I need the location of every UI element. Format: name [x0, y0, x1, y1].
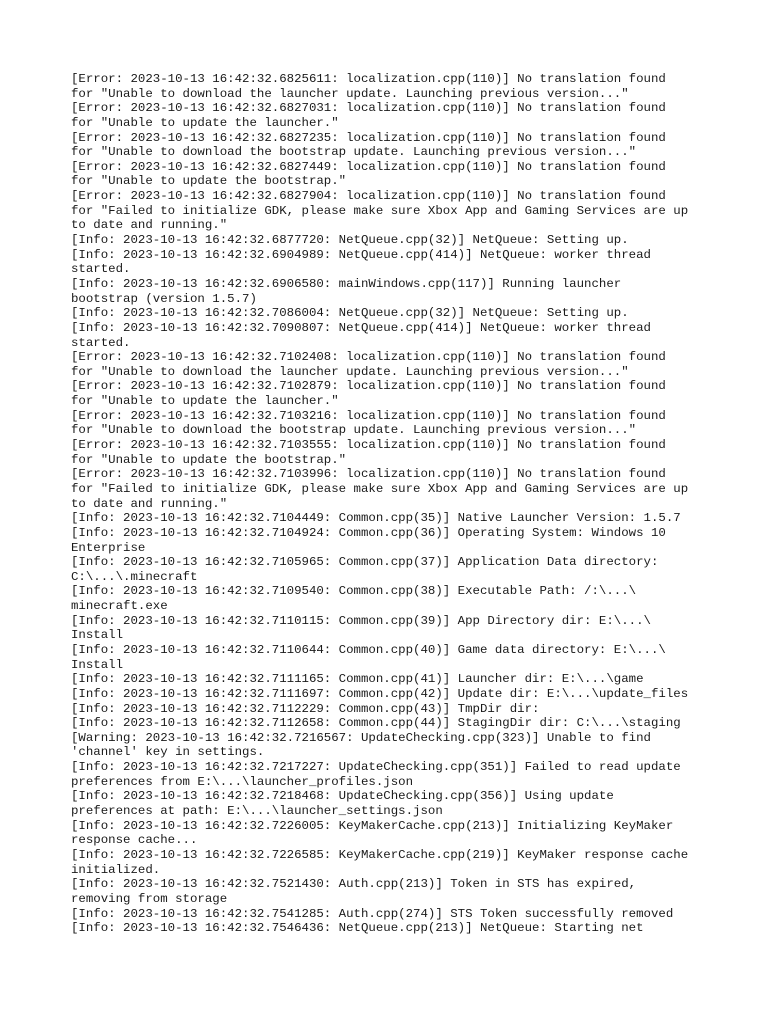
log-line: 'channel' key in settings. [71, 745, 265, 760]
log-line: [Info: 2023-10-13 16:42:32.7109540: Common.cpp(38)] Executable Path: /:\...\ [71, 584, 637, 599]
log-line: [Info: 2023-10-13 16:42:32.7104449: Common.cpp(35)] Native Launcher Version: 1.5.7 [71, 511, 681, 526]
log-line: [Info: 2023-10-13 16:42:32.7546436: NetQueue.cpp(213)] NetQueue: Starting net [71, 921, 644, 936]
log-line: [Error: 2023-10-13 16:42:32.7102408: localization.cpp(110)] No translation found [71, 350, 666, 365]
log-line: [Info: 2023-10-13 16:42:32.6906580: mainWindows.cpp(117)] Running launcher [71, 276, 622, 291]
log-line: [Info: 2023-10-13 16:42:32.7110115: Common.cpp(39)] App Directory dir: E:\...\ [71, 613, 651, 628]
log-line: Install [71, 657, 124, 672]
log-line: [Info: 2023-10-13 16:42:32.6904989: NetQueue.cpp(414)] NetQueue: worker thread [71, 247, 651, 262]
log-line: for "Unable to update the launcher." [71, 115, 339, 130]
log-line: [Info: 2023-10-13 16:42:32.7110644: Common.cpp(40)] Game data directory: E:\...\ [71, 642, 666, 657]
log-line: removing from storage [71, 891, 228, 906]
log-line: [Info: 2023-10-13 16:42:32.7541285: Auth.cpp(274)] STS Token successfully removed [71, 906, 674, 921]
log-line: [Info: 2023-10-13 16:42:32.7218468: UpdateChecking.cpp(356)] Using update [71, 789, 614, 804]
log-line: [Info: 2023-10-13 16:42:32.7521430: Auth.cpp(213)] Token in STS has expired, [71, 877, 637, 892]
log-text-block [71, 72, 711, 936]
log-line: [Info: 2023-10-13 16:42:32.7111697: Common.cpp(42)] Update dir: E:\...\update_files [71, 686, 689, 701]
log-line: [Error: 2023-10-13 16:42:32.6827449: localization.cpp(110)] No translation found [71, 159, 666, 174]
log-line: for "Unable to download the bootstrap update. Launching previous version..." [71, 145, 637, 160]
log-line: [Error: 2023-10-13 16:42:32.7103996: localization.cpp(110)] No translation found [71, 467, 666, 482]
log-line: [Error: 2023-10-13 16:42:32.7103555: localization.cpp(110)] No translation found [71, 438, 666, 453]
log-line: minecraft.exe [71, 599, 168, 614]
log-line: for "Unable to update the bootstrap." [71, 452, 347, 467]
log-line: for "Failed to initialize GDK, please make sure Xbox App and Gaming Services are up [71, 481, 689, 496]
log-line: [Error: 2023-10-13 16:42:32.6827031: localization.cpp(110)] No translation found [71, 101, 666, 116]
log-line: [Error: 2023-10-13 16:42:32.6827235: localization.cpp(110)] No translation found [71, 130, 666, 145]
log-line: [Error: 2023-10-13 16:42:32.6825611: localization.cpp(110)] No translation found [71, 72, 666, 86]
log-line: C:\...\.minecraft [71, 569, 198, 584]
log-line: started. [71, 262, 131, 277]
log-line: for "Unable to download the bootstrap update. Launching previous version..." [71, 423, 637, 438]
log-line: preferences from E:\...\launcher_profiles.json [71, 774, 414, 789]
log-line: for "Unable to download the launcher update. Launching previous version..." [71, 364, 629, 379]
log-line: bootstrap (version 1.5.7) [71, 291, 257, 306]
log-line: response cache... [71, 833, 198, 848]
log-line: started. [71, 335, 131, 350]
log-line: for "Failed to initialize GDK, please make sure Xbox App and Gaming Services are up [71, 203, 689, 218]
log-line: for "Unable to update the launcher." [71, 394, 339, 409]
log-line: [Warning: 2023-10-13 16:42:32.7216567: UpdateChecking.cpp(323)] Unable to find [71, 730, 651, 745]
log-line: [Info: 2023-10-13 16:42:32.7086004: NetQueue.cpp(32)] NetQueue: Setting up. [71, 306, 629, 321]
log-line: [Info: 2023-10-13 16:42:32.7226585: KeyMakerCache.cpp(219)] KeyMaker response cache [71, 847, 689, 862]
log-line: [Info: 2023-10-13 16:42:32.7090807: NetQueue.cpp(414)] NetQueue: worker thread [71, 320, 651, 335]
log-line: [Error: 2023-10-13 16:42:32.7103216: localization.cpp(110)] No translation found [71, 408, 666, 423]
log-line: Install [71, 628, 124, 643]
log-line: for "Unable to update the bootstrap." [71, 174, 347, 189]
log-line: to date and running." [71, 496, 228, 511]
log-line: [Info: 2023-10-13 16:42:32.7111165: Common.cpp(41)] Launcher dir: E:\...\game [71, 672, 644, 687]
log-line: [Info: 2023-10-13 16:42:32.7104924: Common.cpp(36)] Operating System: Windows 10 [71, 525, 666, 540]
log-line: [Info: 2023-10-13 16:42:32.7226005: KeyMakerCache.cpp(213)] Initializing KeyMaker [71, 818, 674, 833]
log-line: [Info: 2023-10-13 16:42:32.7105965: Common.cpp(37)] Application Data directory: [71, 555, 659, 570]
log-line: [Info: 2023-10-13 16:42:32.7112658: Common.cpp(44)] StagingDir dir: C:\...\staging [71, 716, 681, 731]
log-line: Enterprise [71, 540, 146, 555]
log-line: to date and running." [71, 218, 228, 233]
log-line: for "Unable to download the launcher update. Launching previous version..." [71, 86, 629, 101]
log-line: [Info: 2023-10-13 16:42:32.6877720: NetQueue.cpp(32)] NetQueue: Setting up. [71, 233, 629, 248]
log-line: preferences at path: E:\...\launcher_settings.json [71, 804, 443, 819]
log-line: [Error: 2023-10-13 16:42:32.6827904: localization.cpp(110)] No translation found [71, 189, 666, 204]
log-line: [Info: 2023-10-13 16:42:32.7112229: Common.cpp(43)] TmpDir dir: [71, 701, 540, 716]
log-line: [Error: 2023-10-13 16:42:32.7102879: localization.cpp(110)] No translation found [71, 379, 666, 394]
log-line: [Info: 2023-10-13 16:42:32.7217227: UpdateChecking.cpp(351)] Failed to read update [71, 760, 681, 775]
log-line: initialized. [71, 862, 161, 877]
